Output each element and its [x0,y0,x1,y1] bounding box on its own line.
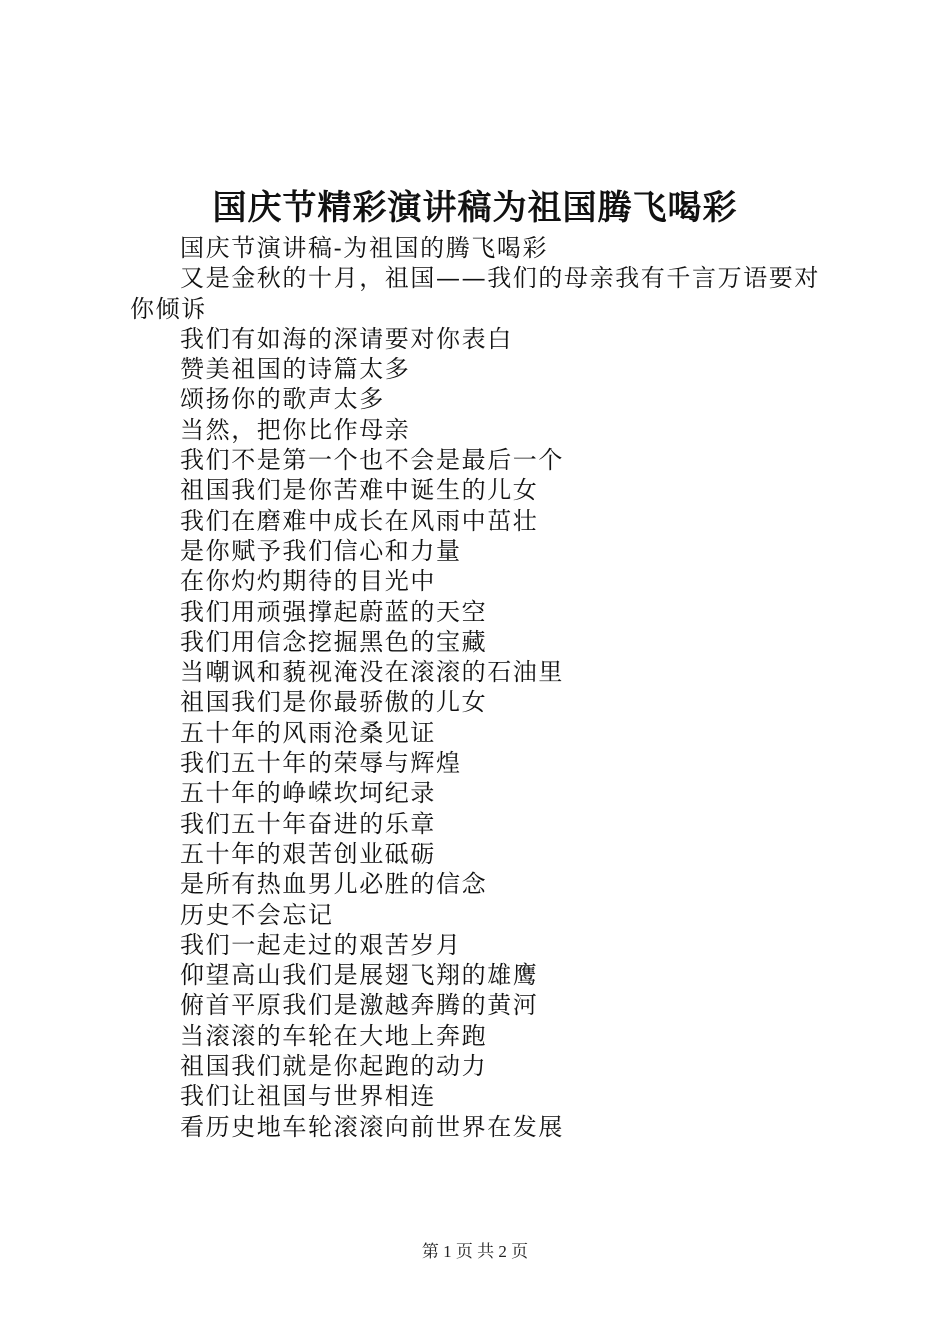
poem-line: 历史不会忘记 [180,900,334,929]
poem-line: 五十年的峥嵘坎坷纪录 [180,779,436,808]
poem-line: 我们五十年奋进的乐章 [180,809,436,838]
poem-line: 看历史地车轮滚滚向前世界在发展 [180,1112,564,1141]
document-body [130,233,840,1142]
page-footer: 第 1 页 共 2 页 [421,1242,529,1261]
poem-line: 仰望高山我们是展翅飞翔的雄鹰 [180,961,539,990]
poem-line: 我们有如海的深请要对你表白 [180,324,513,353]
poem-lines [130,324,840,1142]
poem-line: 赞美祖国的诗篇太多 [180,355,411,384]
poem-line: 是你赋予我们信心和力量 [180,536,462,565]
poem-line: 当然，把你比作母亲 [180,415,411,444]
poem-line: 祖国我们是你苦难中诞生的儿女 [180,476,539,505]
poem-line: 当嘲讽和藐视淹没在滚滚的石油里 [180,658,564,687]
intro-paragraph: 又是金秋的十月，祖国——我们的母亲我有千言万语要对你倾诉 [130,264,820,323]
poem-line: 祖国我们就是你起跑的动力 [180,1052,488,1081]
poem-line: 五十年的风雨沧桑见证 [180,718,436,747]
poem-line: 颂扬你的歌声太多 [180,385,385,414]
poem-line: 五十年的艰苦创业砥砺 [180,839,436,868]
poem-line: 我们在磨难中成长在风雨中茁壮 [180,506,539,535]
document-title: 国庆节精彩演讲稿为祖国腾飞喝彩 [212,188,738,228]
poem-line: 在你灼灼期待的目光中 [180,567,436,596]
subtitle-line: 国庆节演讲稿-为祖国的腾飞喝彩 [180,234,549,262]
poem-line: 祖国我们是你最骄傲的儿女 [180,688,488,717]
poem-line: 我们用顽强撑起蔚蓝的天空 [180,597,488,626]
poem-line: 我们五十年的荣辱与辉煌 [180,749,462,778]
poem-line: 我们用信念挖掘黑色的宝藏 [180,627,488,656]
poem-line: 我们让祖国与世界相连 [180,1082,436,1111]
poem-line: 我们一起走过的艰苦岁月 [180,930,462,959]
poem-line: 当滚滚的车轮在大地上奔跑 [180,1021,488,1050]
poem-line: 俯首平原我们是激越奔腾的黄河 [180,991,539,1020]
poem-line: 我们不是第一个也不会是最后一个 [180,446,564,475]
poem-line: 是所有热血男儿必胜的信念 [180,870,488,899]
